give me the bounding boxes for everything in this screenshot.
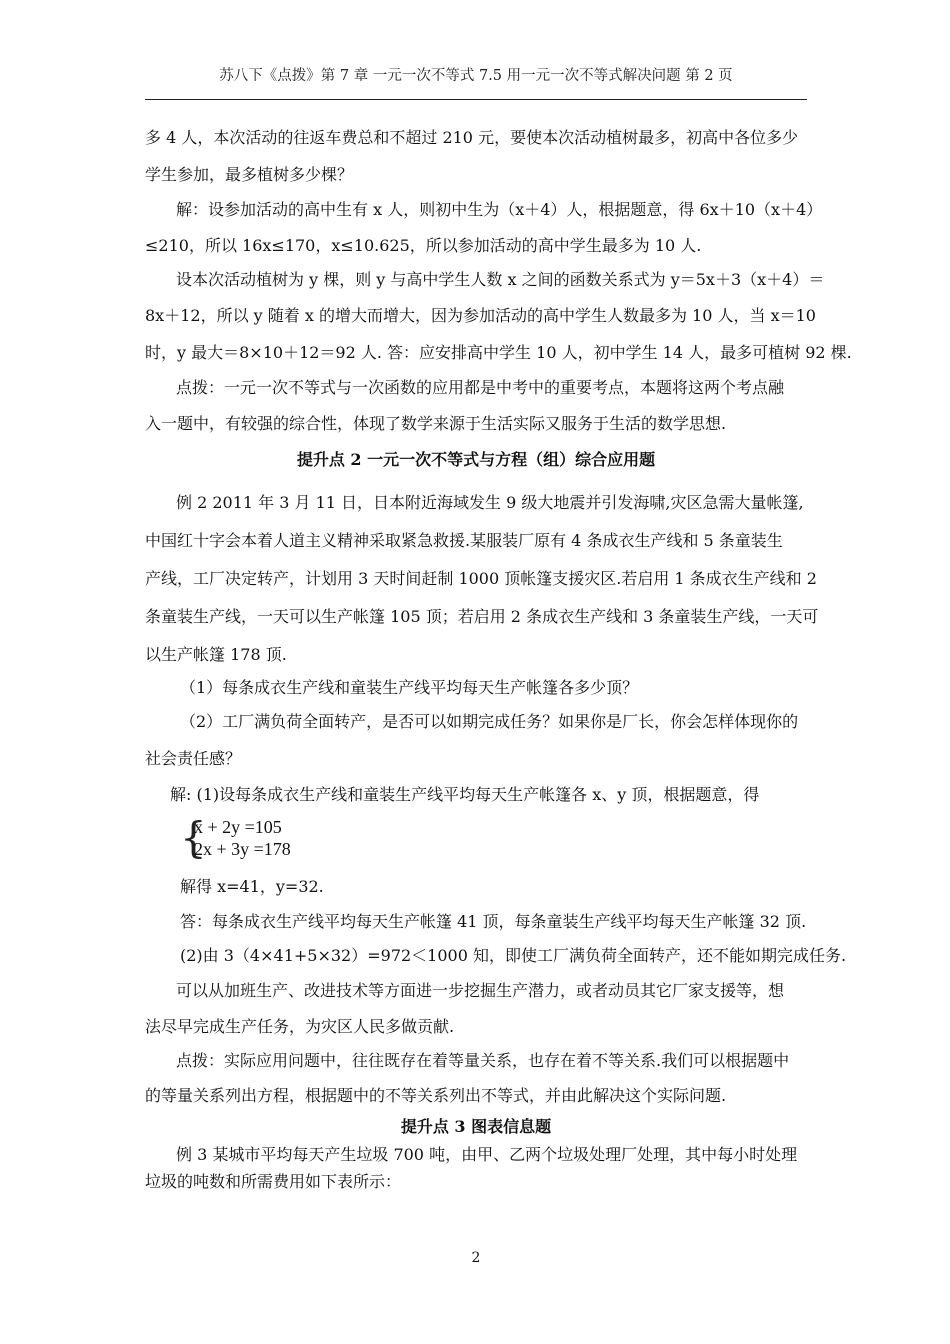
- text-line: 条童装生产线，一天可以生产帐篷 105 顶；若启用 2 条成衣生产线和 3 条童装生产线，一天可: [145, 607, 819, 626]
- text-line: 设本次活动植树为 y 棵，则 y 与高中学生人数 x 之间的函数关系式为 y＝5x＋3（x＋4）＝: [176, 270, 825, 289]
- section-title: 提升点 2 一元一次不等式与方程（组）综合应用题: [296, 450, 656, 469]
- text-line: 以生产帐篷 178 顶.: [145, 645, 287, 664]
- solution-line: 解: (1)设每条成衣生产线和童装生产线平均每天生产帐篷各 x、y 顶，根据题意，得: [170, 785, 760, 804]
- page-number: 2: [471, 1250, 481, 1266]
- text-line: 入一题中，有较强的综合性，体现了数学来源于生活实际又服务于生活的数学思想.: [145, 414, 727, 433]
- text-line: 解得 x=41，y=32.: [180, 877, 324, 896]
- text-line: 可以从加班生产、改进技术等方面进一步挖掘生产潜力，或者动员其它厂家支援等，想: [176, 981, 785, 1000]
- question-2: （2）工厂满负荷全面转产，是否可以如期完成任务？如果你是厂长，你会怎样体现你的: [180, 712, 799, 731]
- text-line: 时，y 最大＝8×10＋12＝92 人. 答：应安排高中学生 10 人，初中学生 14 人，最多可植树 92 棵.: [145, 343, 852, 362]
- text-line: 解：设参加活动的高中生有 x 人，则初中生为（x＋4）人，根据题意，得 6x＋10（x＋4）: [176, 200, 823, 219]
- text-line: ≤210，所以 16x≤170，x≤10.625，所以参加活动的高中学生最多为 10 人.: [145, 236, 702, 255]
- text-line: 点拨：一元一次不等式与一次函数的应用都是中考中的重要考点，本题将这两个考点融: [176, 378, 785, 397]
- text-line: 法尽早完成生产任务，为灾区人民多做贡献.: [145, 1017, 455, 1036]
- equation-1: x + 2y =105: [194, 817, 282, 837]
- text-line: 8x＋12，所以 y 随着 x 的增大而增大，因为参加活动的高中学生人数最多为 10 人，当 x＝10: [145, 306, 816, 325]
- text-line: 点拨：实际应用问题中，往往既存在着等量关系，也存在着不等关系.我们可以根据题中: [176, 1051, 790, 1070]
- text-line: 例 3 某城市平均每天产生垃圾 700 吨，由甲、乙两个垃圾处理厂处理，其中每小时处理: [176, 1145, 798, 1164]
- text-line: 例 2 2011 年 3 月 11 日，日本附近海域发生 9 级大地震并引发海啸,灾区急需大量帐篷,: [176, 493, 804, 512]
- text-line: 中国红十字会本着人道主义精神采取紧急救援.某服装厂原有 4 条成衣生产线和 5 条童装生: [145, 531, 783, 550]
- text-line: 垃圾的吨数和所需费用如下表所示：: [145, 1172, 402, 1191]
- text-line: (2)由 3（4×41+5×32）=972＜1000 知，即使工厂满负荷全面转产，还不能如期完成任务.: [180, 946, 847, 965]
- equation-system: [180, 813, 320, 862]
- text-line: 答：每条成衣生产线平均每天生产帐篷 41 顶，每条童装生产线平均每天生产帐篷 32 顶.: [180, 912, 807, 931]
- page-header: 苏八下《点拨》第 7 章 一元一次不等式 7.5 用一元一次不等式解决问题 第 2 页: [219, 68, 733, 84]
- section-title: 提升点 3 图表信息题: [400, 1117, 552, 1136]
- left-brace: {: [180, 813, 207, 862]
- header-rule: [145, 99, 807, 100]
- text-line: 社会责任感？: [145, 749, 242, 768]
- question-1: （1）每条成衣生产线和童装生产线平均每天生产帐篷各多少顶？: [180, 678, 639, 697]
- text-line: 多 4 人，本次活动的往返车费总和不超过 210 元，要使本次活动植树最多，初高中各位多少: [145, 128, 799, 147]
- equation-2: 2x + 3y =178: [194, 839, 291, 859]
- text-line: 产线，工厂决定转产，计划用 3 天时间赶制 1000 顶帐篷支援灾区.若启用 1 条成衣生产线和 2: [145, 569, 817, 588]
- text-line: 学生参加，最多植树多少棵？: [145, 165, 354, 184]
- text-line: 的等量关系列出方程，根据题中的不等关系列出不等式，并由此解决这个实际问题.: [145, 1086, 727, 1105]
